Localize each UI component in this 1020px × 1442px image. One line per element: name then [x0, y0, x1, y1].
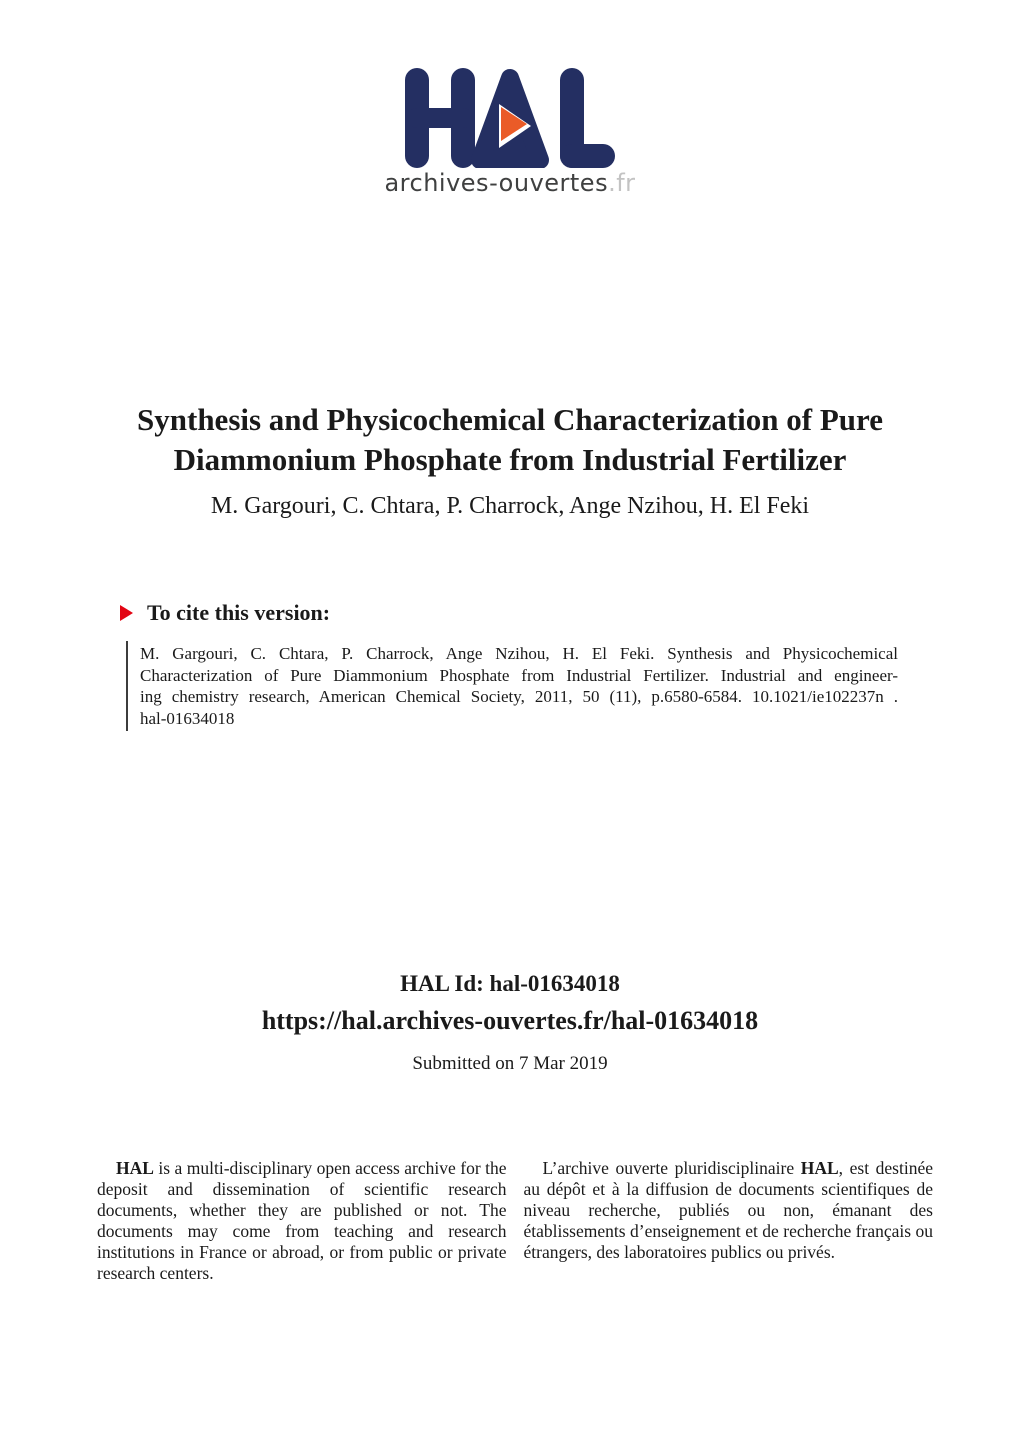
citation-block: [126, 641, 898, 731]
logo-subtitle: [0, 169, 1020, 197]
submitted-date: Submitted on 7 Mar 2019: [412, 1053, 608, 1074]
citation-line: hal-01634018: [140, 708, 235, 728]
description-english: [97, 1158, 507, 1284]
paper-title-line-2: Diammonium Phosphate from Industrial Fertilizer: [173, 442, 847, 477]
description-french-lead: HAL: [800, 1158, 839, 1178]
cite-section-heading: [120, 600, 330, 626]
hal-id-label: HAL Id: hal-01634018: [400, 971, 620, 996]
cite-bullet-triangle-icon: [120, 605, 133, 621]
cite-heading-label: To cite this version:: [147, 600, 331, 625]
description-columns: [97, 1158, 933, 1284]
title-block: [0, 400, 1020, 520]
hal-logo-icon: [404, 68, 616, 168]
paper-title-line-1: Synthesis and Physicochemical Characterization of Pure: [137, 402, 883, 437]
citation-line: Characterization of Pure Diammonium Phosphate from Industrial Fertilizer. Industrial and engineer-: [140, 665, 898, 685]
hal-logo: [0, 68, 1020, 197]
logo-subtitle-fr: .fr: [608, 169, 636, 197]
logo-subtitle-main: archives-ouvertes: [384, 169, 609, 197]
citation-line: M. Gargouri, C. Chtara, P. Charrock, Ange Nzihou, H. El Feki. Synthesis and Physicochemical: [140, 644, 898, 663]
description-english-text: is a multi-disciplinary open access archive for the deposit and dissemination of scientific research documents, whether they are published or not. The documents may come from teaching and research institutions in France or abroad, or from public or private research centers.: [97, 1158, 507, 1283]
paper-authors: M. Gargouri, C. Chtara, P. Charrock, Ange Nzihou, H. El Feki: [210, 493, 810, 519]
description-french-after: , est destinée au dépôt et à la diffusion de documents scientifiques de niveau recherche, publiés ou non, émanant des établissements d’enseignement et de recherche français ou étrangers, des laboratoires publics ou privés.: [523, 1158, 933, 1262]
hal-id-url-link[interactable]: https://hal.archives-ouvertes.fr/hal-01634018: [261, 1006, 759, 1035]
description-french-before: L’archive ouverte pluridisciplinaire: [542, 1158, 801, 1178]
hal-id-block: [0, 971, 1020, 1075]
citation-line: ing chemistry research, American Chemical Society, 2011, 50 (11), p.6580-6584. 10.1021/ie102237n .: [140, 687, 898, 706]
description-english-lead: HAL: [116, 1158, 154, 1178]
description-french: [524, 1158, 934, 1284]
